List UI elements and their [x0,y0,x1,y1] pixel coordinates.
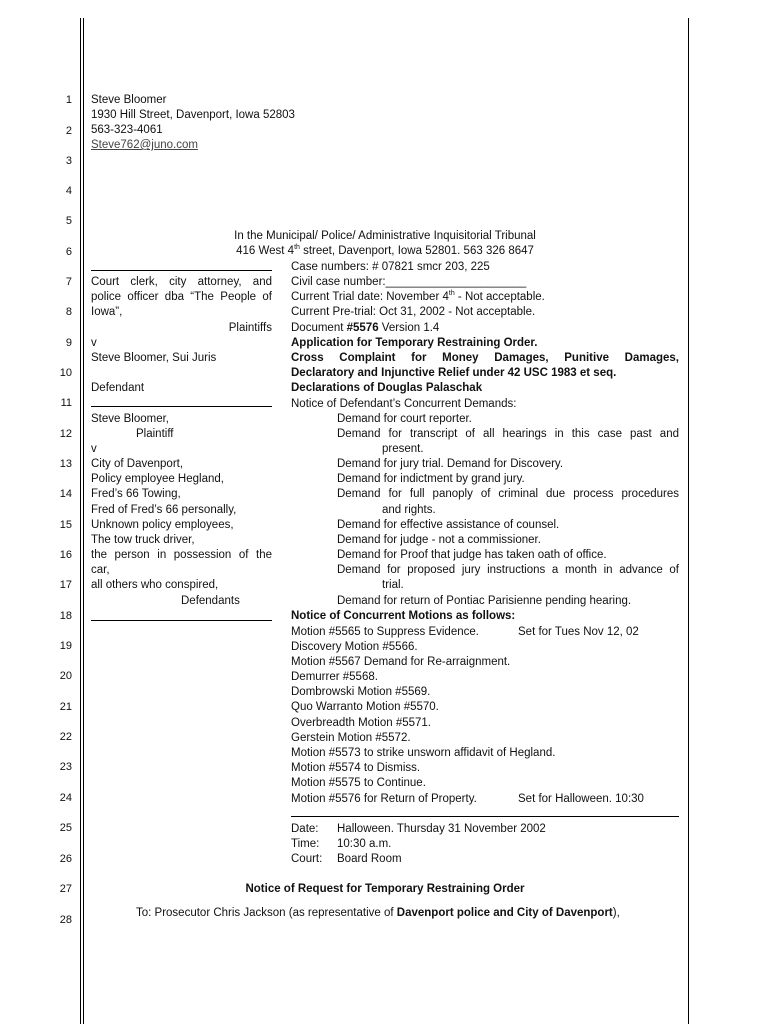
hearing-time-label: Time: [291,838,320,850]
court-line-2-pre: 416 West 4 [236,245,295,257]
cross-plaintiff-name: Steve Bloomer, [91,413,169,425]
demand-item: Demand for indictment by grand jury. [337,473,525,485]
document-number [291,321,439,336]
line-number: 17 [59,579,72,591]
line-number: 28 [59,914,72,926]
versus-1: v [91,337,97,349]
to-line-bold: Davenport police and City of Davenport [396,907,613,919]
author-street: 1930 Hill Street, Davenport, Iowa 52803 [91,109,295,121]
court-line-1: In the Municipal/ Police/ Administrative Inquisitorial Tribunal [234,230,536,242]
plaintiffs-line-1: Court clerk, city attorney, and [91,276,272,288]
plaintiffs-line-3: Iowa”, [91,306,123,318]
line-number: 16 [59,549,72,561]
author-email-link[interactable]: Steve762@juno.com [91,139,198,151]
line-number: 21 [59,701,72,713]
caption-rule-bottom [91,620,272,621]
demand-item: Demand for Proof that judge has taken oath of office. [337,549,607,561]
versus-2: v [91,443,97,455]
to-line [136,906,620,921]
line-number: 2 [65,125,72,137]
line-number: 3 [65,155,72,167]
line-number: 7 [65,276,72,288]
notice-of-motions: Notice of Concurrent Motions as follows: [291,610,516,622]
cross-plaintiff-label: Plaintiff [136,428,174,440]
plaintiffs-line-2: police officer dba “The People of [91,291,272,303]
line-number: 27 [59,883,72,895]
line-number: 23 [59,761,72,773]
line-number: 14 [59,488,72,500]
motion-item: Motion #5567 Demand for Re-arraignment. [291,656,511,668]
line-number: 13 [59,458,72,470]
cross-complaint-line-2: Declaratory and Injunctive Relief under 42 USC 1983 et seq. [291,367,617,379]
motion-item: Motion #5574 to Dismiss. [291,762,421,774]
line-number: 9 [65,337,72,349]
document-post: Version 1.4 [378,322,440,334]
civil-case-number: Civil case number:______________________ [291,276,527,288]
line-number: 24 [59,792,72,804]
cross-defendant-8: all others who conspired, [91,579,219,591]
notice-title: Notice of Request for Temporary Restraining Order [245,883,525,895]
motion-item: Demurrer #5568. [291,671,378,683]
plaintiffs-label: Plaintiffs [228,322,272,334]
line-number: 8 [65,306,72,318]
hearing-date-value: Halloween. Thursday 31 November 2002 [337,823,546,835]
trial-date-sup: th [448,290,455,297]
cross-defendant-4: Fred of Fred’s 66 personally, [91,504,237,516]
demand-item: Demand for proposed jury instructions a month in advance of [337,564,679,576]
line-number: 1 [65,94,72,106]
defendant-name: Steve Bloomer, Sui Juris [91,352,217,364]
cross-defendant-7: the person in possession of the [91,549,272,561]
demand-item: Demand for full panoply of criminal due process procedures [337,488,679,500]
hearing-date-label: Date: [291,823,319,835]
application-title: Application for Temporary Restraining Order. [291,337,538,349]
document-num: #5576 [346,322,379,334]
to-line-post: ), [612,907,620,919]
cross-defendants-label: Defendants [181,595,240,607]
line-number: 22 [59,731,72,743]
court-line-2-post: street, Davenport, Iowa 52801. 563 326 8647 [299,245,534,257]
demand-item: Demand for court reporter. [337,413,472,425]
line-number: 18 [59,610,72,622]
line-number: 11 [60,397,72,409]
left-margin-rule-2 [83,18,84,1024]
demand-item-cont: trial. [382,579,404,591]
trial-date [291,290,545,305]
motion-setting: Set for Halloween. 10:30 [518,793,644,805]
motion-setting: Set for Tues Nov 12, 02 [518,626,639,638]
caption-rule-top [91,270,272,271]
line-number: 12 [59,428,72,440]
court-line-2-sup: th [294,244,300,251]
motion-item: Overbreadth Motion #5571. [291,717,432,729]
hearing-time-value: 10:30 a.m. [337,838,392,850]
court-line-2 [84,245,686,257]
trial-date-pre: Current Trial date: November 4 [291,291,449,303]
cross-defendant-2: Policy employee Hegland, [91,473,224,485]
line-number: 26 [59,853,72,865]
line-number: 20 [59,670,72,682]
cross-defendant-5: Unknown policy employees, [91,519,234,531]
author-name: Steve Bloomer [91,94,167,106]
hearing-rule [291,816,679,817]
motion-item: Dombrowski Motion #5569. [291,686,431,698]
line-number: 10 [59,367,72,379]
hearing-court-label: Court: [291,853,323,865]
document-pre: Document [291,322,347,334]
motion-item: Motion #5575 to Continue. [291,777,426,789]
hearing-court-value: Board Room [337,853,402,865]
motion-item: Discovery Motion #5566. [291,641,418,653]
demand-item: Demand for effective assistance of counsel. [337,519,560,531]
motion-item: Gerstein Motion #5572. [291,732,411,744]
line-number: 4 [65,185,72,197]
demand-item: Demand for transcript of all hearings in this case past and [337,428,679,440]
pretrial-date: Current Pre-trial: Oct 31, 2002 - Not acceptable. [291,306,536,318]
motion-item: Motion #5573 to strike unsworn affidavit of Hegland. [291,747,556,759]
defendant-label: Defendant [91,382,145,394]
cross-complaint-line-1: Cross Complaint for Money Damages, Punitive Damages, [291,352,679,364]
line-number: 19 [59,640,72,652]
demand-item: Demand for return of Pontiac Parisienne pending hearing. [337,595,632,607]
left-margin-rule-1 [80,18,81,1024]
trial-date-post: - Not acceptable. [454,291,545,303]
to-line-pre: To: Prosecutor Chris Jackson (as representative of [136,907,397,919]
case-numbers: Case numbers: # 07821 smcr 203, 225 [291,261,490,273]
demand-item-cont: present. [382,443,424,455]
motion-item: Quo Warranto Motion #5570. [291,701,439,713]
cross-defendant-3: Fred’s 66 Towing, [91,488,181,500]
demand-item: Demand for jury trial. Demand for Discovery. [337,458,564,470]
cross-defendant-6: The tow truck driver, [91,534,195,546]
author-phone: 563-323-4061 [91,124,163,136]
line-number: 25 [59,822,72,834]
line-number: 15 [59,519,72,531]
line-number: 6 [65,246,72,258]
declarations: Declarations of Douglas Palaschak [291,382,483,394]
demand-item-cont: and rights. [382,504,436,516]
motion-item: Motion #5576 for Return of Property. [291,793,477,805]
cross-defendant-7b: car, [91,564,110,576]
caption-rule-middle [91,406,272,407]
demand-item: Demand for judge - not a commissioner. [337,534,541,546]
notice-of-demands: Notice of Defendant’s Concurrent Demands: [291,398,517,410]
right-margin-rule [688,18,689,1024]
cross-defendant-1: City of Davenport, [91,458,184,470]
motion-item: Motion #5565 to Suppress Evidence. [291,626,479,638]
line-number: 5 [65,215,72,227]
